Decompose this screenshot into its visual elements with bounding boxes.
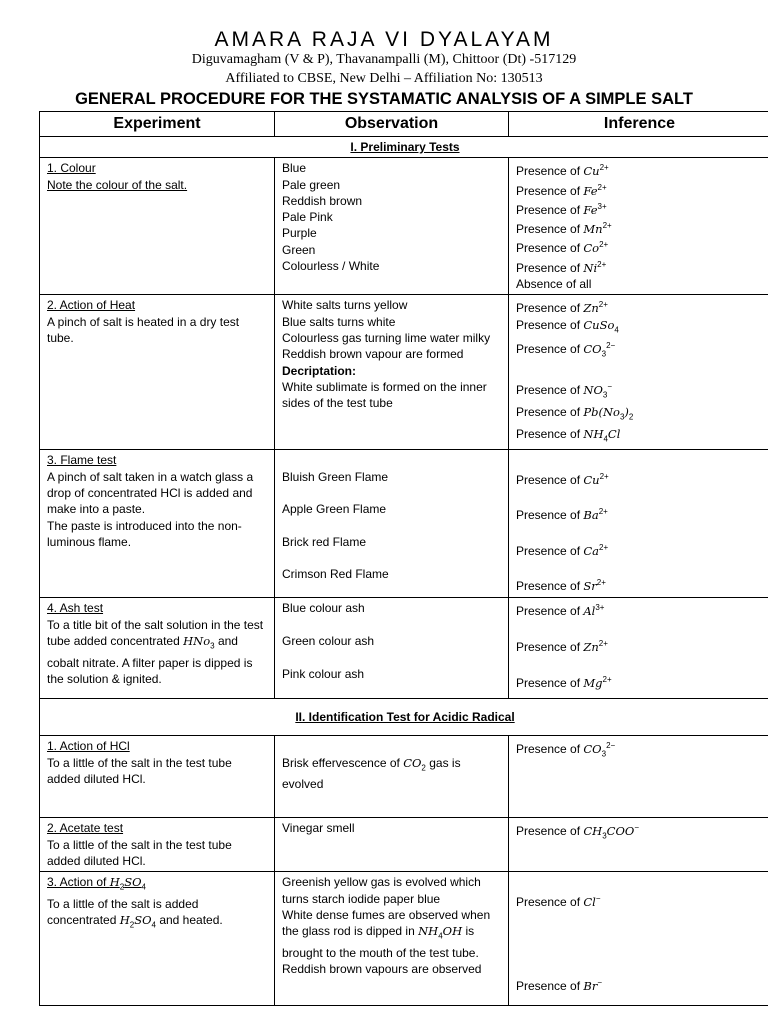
inference-item: Presence of $Ba^{2+}$ <box>516 507 608 523</box>
table-row-acetate <box>40 818 768 872</box>
experiment-cell <box>40 295 275 450</box>
experiment-cell <box>40 158 275 295</box>
inference-item: Presence of $NO_3^-$ <box>516 382 612 400</box>
experiment-desc: To a title bit of the salt solution in the test tube added concentrated HNo$_3$ and cobalt nitrate. A filter paper is dipped is the solution & ignited. <box>47 617 264 686</box>
inference-item: Presence of $Ni^{2+}$ <box>516 259 607 275</box>
table-row-ash <box>40 598 768 699</box>
inference-cell <box>509 818 768 872</box>
inference-item: Presence of $CO_3^{2-}$ <box>516 741 616 759</box>
table-header-row <box>40 112 768 137</box>
observation-item: Reddish brown <box>282 193 363 208</box>
observation-item: Brick red Flame <box>282 534 367 549</box>
inference-item: Presence of $Zn^{2+}$ <box>516 639 608 654</box>
table-row-heat <box>40 295 768 450</box>
experiment-cell <box>40 736 275 818</box>
inference-cell <box>509 736 768 818</box>
inference-item: Presence of Cl− <box>516 893 601 909</box>
observation-item: Vinegar smell <box>282 821 355 836</box>
observation-item: Decriptation: <box>282 363 357 378</box>
observation-cell <box>275 295 509 450</box>
experiment-title: 4. Ash test <box>47 601 104 616</box>
inference-item: Presence of $CO_3^{2-}$ <box>516 341 616 359</box>
experiment-title: 3. Action of $H_2SO_4$ <box>47 875 146 892</box>
section-row <box>40 137 768 158</box>
observation-item: Pale green <box>282 177 341 192</box>
inference-item: Presence of $Fe^{2+}$ <box>516 182 607 198</box>
experiment-desc: To a little of the salt is added concentrated $H_2SO_4$ and heated. <box>47 896 223 930</box>
inference-item: Presence of $NH_4Cl$ <box>516 426 621 444</box>
experiment-desc: To a little of the salt in the test tube added diluted HCl. <box>47 837 232 868</box>
inference-item: Presence of $Co^{2+}$ <box>516 240 609 256</box>
observation-cell <box>275 872 509 1006</box>
observation-item: Crimson Red Flame <box>282 567 389 582</box>
inference-item: Presence of $Cu^{2+}$ <box>516 471 609 487</box>
observation-item: Reddish brown vapour are formed <box>282 347 464 362</box>
experiment-cell <box>40 818 275 872</box>
observation-item: White salts turns yellow <box>282 298 408 313</box>
inference-item: Presence of $Mg^{2+}$ <box>516 674 612 690</box>
observation-item: Blue salts turns white <box>282 314 396 329</box>
experiment-cell <box>40 872 275 1006</box>
experiment-cell <box>40 450 275 598</box>
experiment-title: 2. Acetate test <box>47 821 124 836</box>
inference-cell <box>509 598 768 699</box>
table-row-flame <box>40 450 768 598</box>
observation-cell <box>275 598 509 699</box>
table-row-colour <box>40 158 768 295</box>
inference-item: Absence of all <box>516 277 592 292</box>
observation-item: Pale Pink <box>282 210 333 225</box>
observation-cell <box>275 818 509 872</box>
observation-item: Green colour ash <box>282 634 375 648</box>
analysis-table <box>39 111 768 1006</box>
observation-item: Blue <box>282 161 307 176</box>
observation-item: Green <box>282 242 316 257</box>
inference-item: Presence of $Fe^{3+}$ <box>516 201 607 217</box>
experiment-title: 2. Action of Heat <box>47 298 136 313</box>
section-row <box>40 699 768 736</box>
section-preliminary-tests: I. Preliminary Tests <box>40 137 768 158</box>
table-row-hcl <box>40 736 768 818</box>
inference-cell <box>509 872 768 1006</box>
inference-item: Presence of $Pb(No_3)_2$ <box>516 405 634 422</box>
inference-item: Presence of $CH_3COO^-$ <box>516 823 639 841</box>
observation-item: Pink colour ash <box>282 666 365 681</box>
table-row-h2so4 <box>40 872 768 1006</box>
school-name: AMARA RAJA VI DYALAYAM <box>214 28 554 51</box>
experiment-desc: The paste is introduced into the non-luminous flame. <box>47 518 242 549</box>
observation-item: Colourless / White <box>282 259 380 274</box>
experiment-cell <box>40 598 275 699</box>
inference-cell <box>509 295 768 450</box>
experiment-title: 1. Colour <box>47 161 96 176</box>
inference-item: Presence of Br− <box>516 978 602 994</box>
observation-item: Blue colour ash <box>282 601 365 616</box>
observation-item: White dense fumes are observed when the glass rod is dipped in $NH_4OH$ is brought to the mouth of the test tube. <box>282 907 491 960</box>
experiment-desc: To a little of the salt in the test tube added diluted HCl. <box>47 755 232 786</box>
section-acidic-radical: II. Identification Test for Acidic Radical <box>40 699 768 736</box>
observation-item: Greenish yellow gas is evolved which turns starch iodide paper blue <box>282 875 481 906</box>
experiment-desc: A pinch of salt taken in a watch glass a drop of concentrated HCl is added and make into a paste. <box>47 469 254 517</box>
header-inference: Inference <box>509 112 768 137</box>
observation-item: Colourless gas turning lime water milky <box>282 330 491 345</box>
inference-cell <box>509 158 768 295</box>
observation-item: Reddish brown vapours are observed <box>282 962 482 977</box>
inference-item: Presence of $Cu^{2+}$ <box>516 163 609 179</box>
experiment-title: 1. Action of HCl <box>47 739 130 754</box>
observation-item: Purple <box>282 226 317 241</box>
observation-item: Bluish Green Flame <box>282 469 389 484</box>
inference-item: Presence of CuSo$_4$ <box>516 317 619 335</box>
inference-item: Presence of $Ca^{2+}$ <box>516 542 609 558</box>
inference-item: Presence of $Zn^{2+}$ <box>516 300 608 316</box>
school-affiliation: Affiliated to CBSE, New Delhi – Affiliation No: 130513 <box>225 71 543 86</box>
experiment-desc: A pinch of salt is heated in a dry test tube. <box>47 314 240 345</box>
inference-cell <box>509 450 768 598</box>
experiment-desc: Note the colour of the salt. <box>47 177 188 192</box>
observation-item: Apple Green Flame <box>282 502 387 517</box>
observation-item: Brisk effervescence of $CO_2$ gas is evolved <box>282 755 461 792</box>
document-title: GENERAL PROCEDURE FOR THE SYSTAMATIC ANALYSIS OF A SIMPLE SALT <box>75 90 693 108</box>
header-observation: Observation <box>275 112 509 137</box>
observation-cell <box>275 736 509 818</box>
observation-cell <box>275 450 509 598</box>
header-experiment: Experiment <box>40 112 275 137</box>
observation-item: White sublimate is formed on the inner sides of the test tube <box>282 379 487 411</box>
inference-item: Presence of $Sr^{2+}$ <box>516 578 606 594</box>
observation-cell <box>275 158 509 295</box>
inference-item: Presence of $Mn^{2+}$ <box>516 221 612 237</box>
experiment-title: 3. Flame test <box>47 453 117 468</box>
school-address: Diguvamagham (V & P), Thavanampalli (M), Chittoor (Dt) -517129 <box>191 52 577 67</box>
inference-item: Presence of $Al^{3+}$ <box>516 603 605 619</box>
